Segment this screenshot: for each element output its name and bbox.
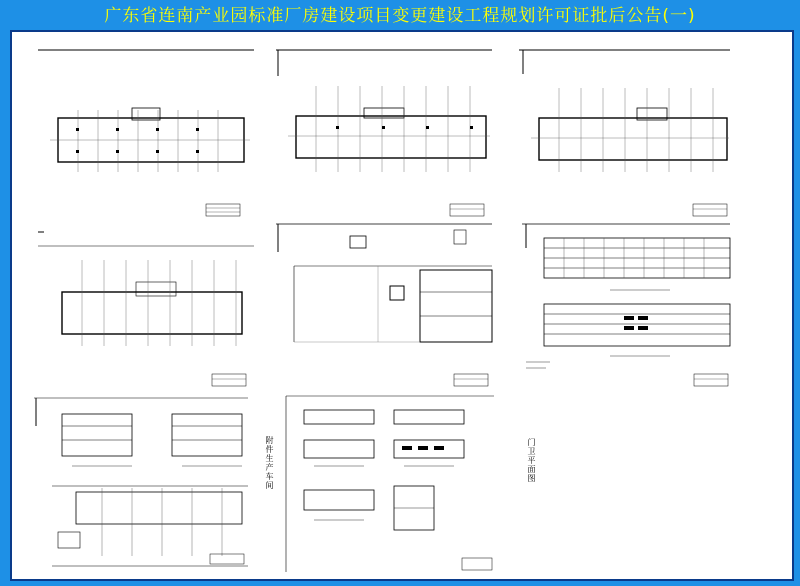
site-plan-svg [274, 222, 494, 388]
drawing-sheet-floor-plan-3[interactable] [517, 48, 732, 218]
floor-plan-3-svg [517, 48, 732, 218]
drawing-sheet-floor-plan-2[interactable] [274, 48, 494, 218]
drawing-sheet-elevations[interactable] [520, 222, 732, 388]
page-title: 广东省连南产业园标准厂房建设项目变更建设工程规划许可证批后公告(一) [104, 6, 696, 26]
sections-svg [32, 396, 250, 574]
floor-plan-1-svg [36, 48, 256, 218]
floor-plan-2-svg [274, 48, 494, 218]
drawing-sheet-floor-plan-4[interactable] [36, 230, 256, 388]
side-note-left: 附件生产车间 [265, 436, 274, 490]
elevations-svg [520, 222, 732, 388]
drawing-sheet-site-plan[interactable] [274, 222, 494, 388]
drawing-board [10, 30, 794, 581]
drawing-sheet-sections[interactable] [32, 396, 250, 574]
guardhouse-svg [284, 394, 496, 574]
drawing-sheet-guardhouse[interactable] [284, 394, 496, 574]
floor-plan-4-svg [36, 230, 256, 388]
drawing-sheet-floor-plan-1[interactable] [36, 48, 256, 218]
side-note-right: 门卫平面图 [527, 438, 536, 483]
